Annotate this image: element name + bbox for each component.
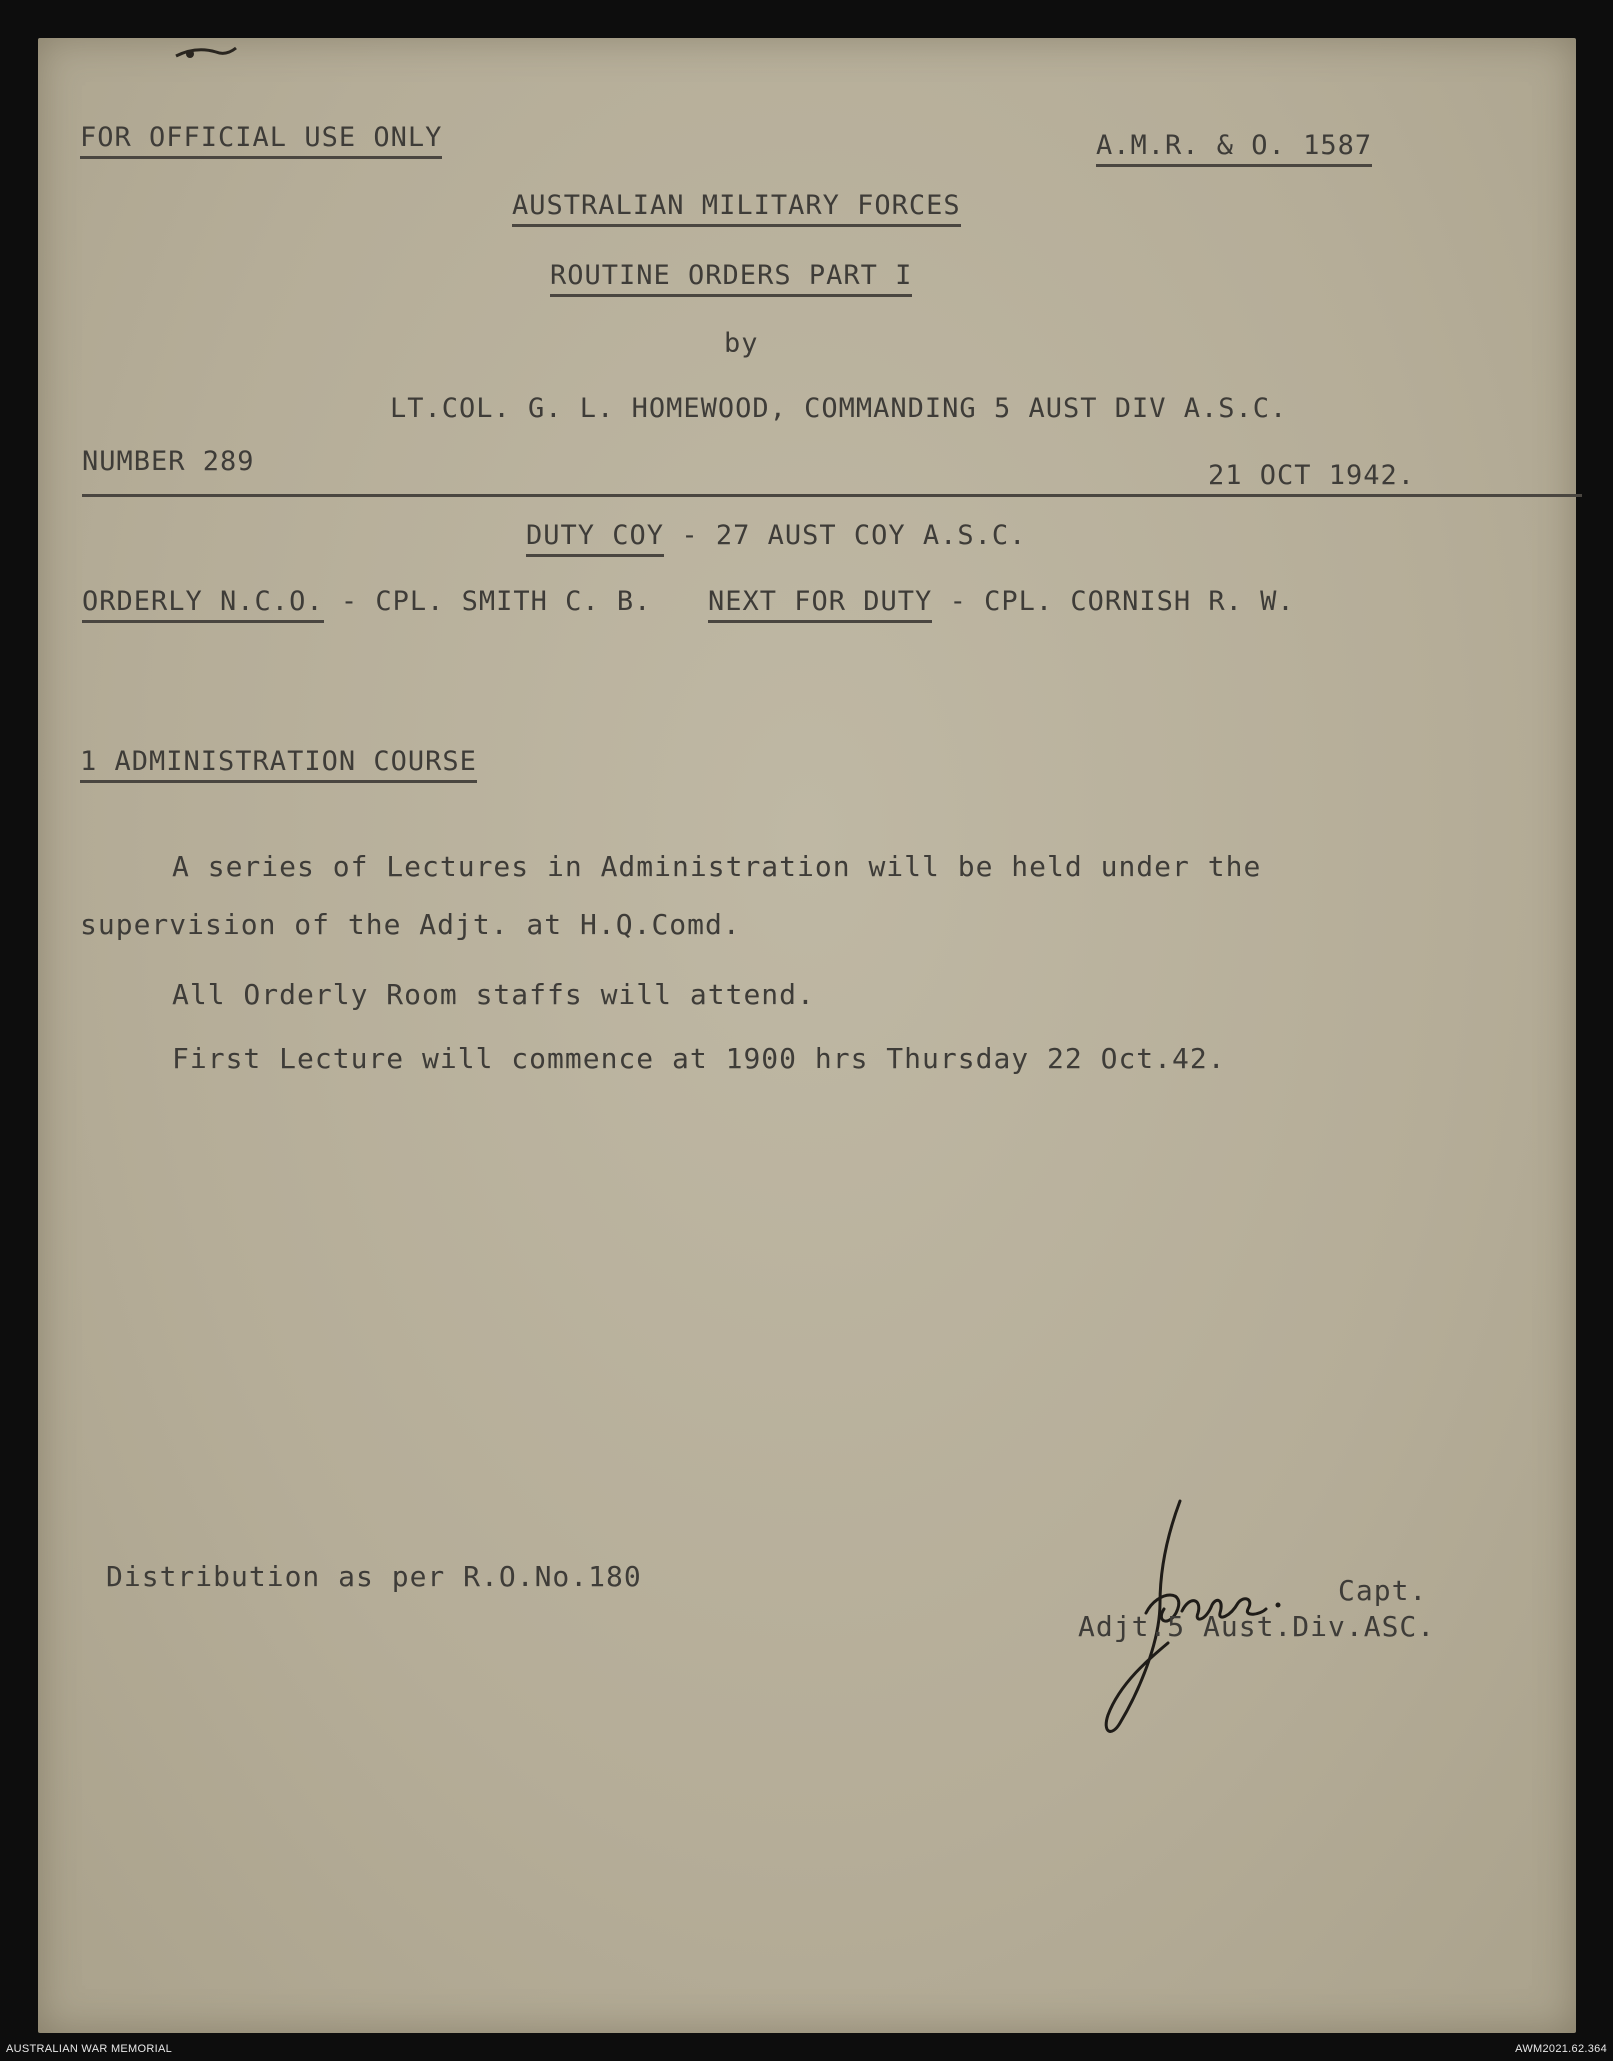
duty-coy-value: - 27 AUST COY A.S.C. [681, 520, 1027, 551]
distribution-note: Distribution as per R.O.No.180 [106, 1560, 642, 1593]
document-page [38, 38, 1576, 2033]
title-commander: LT.COL. G. L. HOMEWOOD, COMMANDING 5 AUST DIV A.S.C. [390, 393, 1288, 424]
footer-right: AWM2021.62.364 [1515, 2043, 1607, 2055]
orderly-value: - CPL. SMITH C. B. [340, 586, 652, 617]
separator-rule [82, 494, 1582, 497]
duty-coy-label: DUTY COY [526, 520, 664, 557]
paragraph-2: All Orderly Room staffs will attend. [172, 978, 815, 1011]
paragraph-1-line-2: supervision of the Adjt. at H.Q.Comd. [80, 908, 741, 941]
order-date: 21 OCT 1942. [1208, 460, 1416, 491]
orderly-line [82, 586, 1295, 617]
title-forces: AUSTRALIAN MILITARY FORCES [512, 190, 961, 221]
orderly-label: ORDERLY N.C.O. [82, 586, 324, 623]
order-number: NUMBER 289 [82, 446, 255, 477]
section-heading: 1 ADMINISTRATION COURSE [80, 746, 477, 777]
paragraph-1-line-1: A series of Lectures in Administration will be held under the [172, 850, 1262, 883]
ink-mark-icon [166, 34, 246, 74]
footer-left: AUSTRALIAN WAR MEMORIAL [6, 2043, 173, 2055]
classification-label: FOR OFFICIAL USE ONLY [80, 122, 442, 153]
next-duty-value: - CPL. CORNISH R. W. [949, 586, 1295, 617]
duty-coy-line [526, 520, 1026, 551]
title-routine-orders: ROUTINE ORDERS PART I [550, 260, 912, 291]
signatory-appointment: Adjt.5 Aust.Div.ASC. [1078, 1610, 1436, 1643]
next-duty-label: NEXT FOR DUTY [708, 586, 932, 623]
paragraph-3: First Lecture will commence at 1900 hrs Thursday 22 Oct.42. [172, 1042, 1226, 1075]
reference-number: A.M.R. & O. 1587 [1096, 130, 1372, 161]
title-by: by [724, 328, 759, 359]
signatory-rank: Capt. [1338, 1574, 1428, 1607]
